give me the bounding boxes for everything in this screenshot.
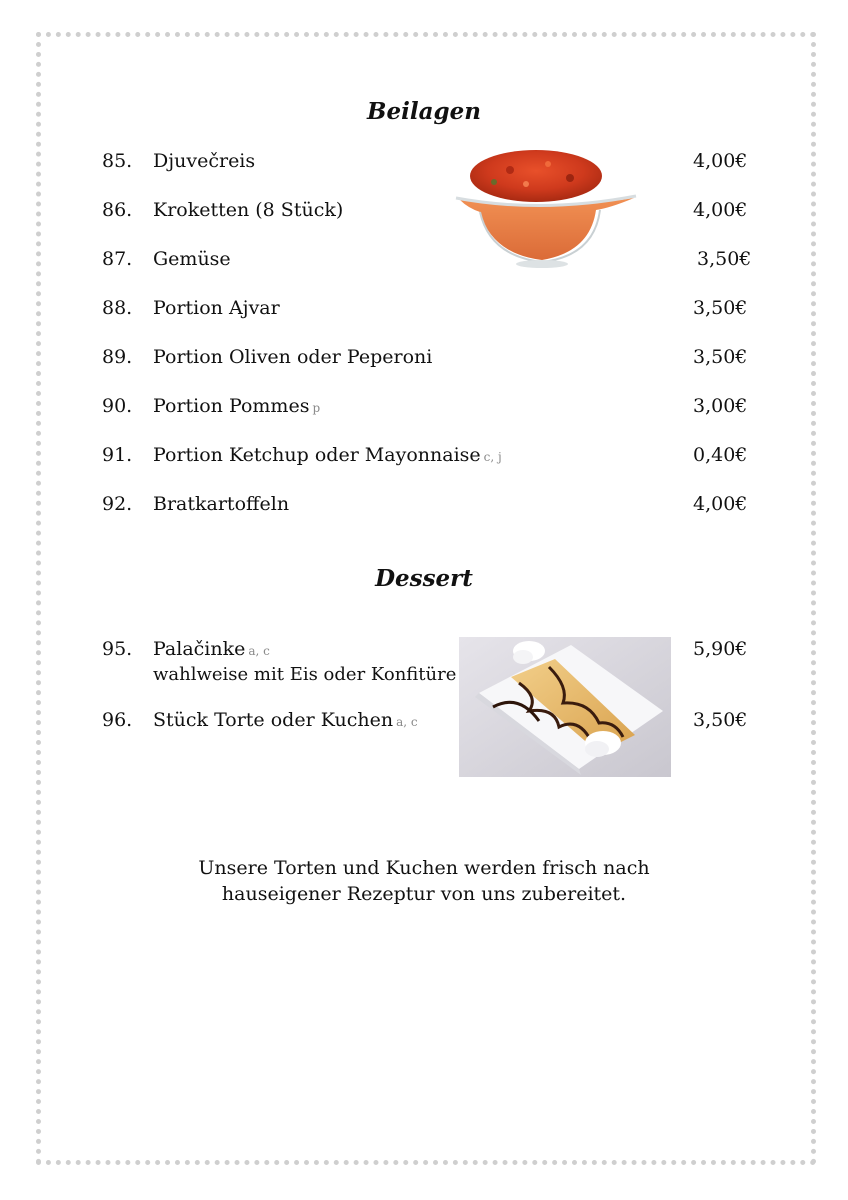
item-price: 4,00€ <box>693 150 748 172</box>
item-number: 85. <box>102 150 133 172</box>
item-description: wahlweise mit Eis oder Konfitüre <box>153 664 457 685</box>
allergen-code: a, c <box>248 644 270 658</box>
item-price: 3,50€ <box>693 297 748 319</box>
footer-note <box>0 855 848 907</box>
item-number: 89. <box>102 346 133 368</box>
item-name <box>153 395 320 417</box>
item-name-text: Stück Torte oder Kuchen <box>153 709 394 731</box>
item-price: 3,50€ <box>693 709 748 731</box>
palacinke-photo <box>459 637 671 777</box>
footer-line: Unsere Torten und Kuchen werden frisch nach <box>198 857 650 879</box>
item-number: 96. <box>102 709 133 731</box>
item-name: Bratkartoffeln <box>153 493 290 515</box>
ajvar-bowl-photo <box>450 148 640 270</box>
item-price: 0,40€ <box>693 444 748 466</box>
item-number: 88. <box>102 297 133 319</box>
item-name-text: Palačinke <box>153 638 246 660</box>
item-name-text: Portion Ketchup oder Mayonnaise <box>153 444 481 466</box>
item-name: Djuvečreis <box>153 150 256 172</box>
item-number: 91. <box>102 444 133 466</box>
item-number: 92. <box>102 493 133 515</box>
item-name: Portion Oliven oder Peperoni <box>153 346 433 368</box>
item-name <box>153 444 502 466</box>
item-number: 95. <box>102 638 133 660</box>
section-title-dessert: Dessert <box>375 565 473 592</box>
item-name: Portion Ajvar <box>153 297 280 319</box>
item-number: 87. <box>102 248 133 270</box>
section-title-beilagen: Beilagen <box>367 98 481 125</box>
item-name <box>153 709 418 731</box>
footer-line: hauseigener Rezeptur von uns zubereitet. <box>221 883 627 905</box>
item-number: 90. <box>102 395 133 417</box>
item-number: 86. <box>102 199 133 221</box>
allergen-code: c, j <box>483 450 502 464</box>
item-name-text: Portion Pommes <box>153 395 310 417</box>
item-price: 4,00€ <box>693 199 748 221</box>
item-name: Gemüse <box>153 248 231 270</box>
item-name <box>153 638 456 685</box>
item-price: 3,00€ <box>693 395 748 417</box>
item-price: 3,50€ <box>697 248 752 270</box>
allergen-code: a, c <box>396 715 418 729</box>
item-name: Kroketten (8 Stück) <box>153 199 344 221</box>
item-price: 3,50€ <box>693 346 748 368</box>
item-price: 4,00€ <box>693 493 748 515</box>
allergen-code: p <box>312 401 321 415</box>
item-price: 5,90€ <box>693 638 748 660</box>
